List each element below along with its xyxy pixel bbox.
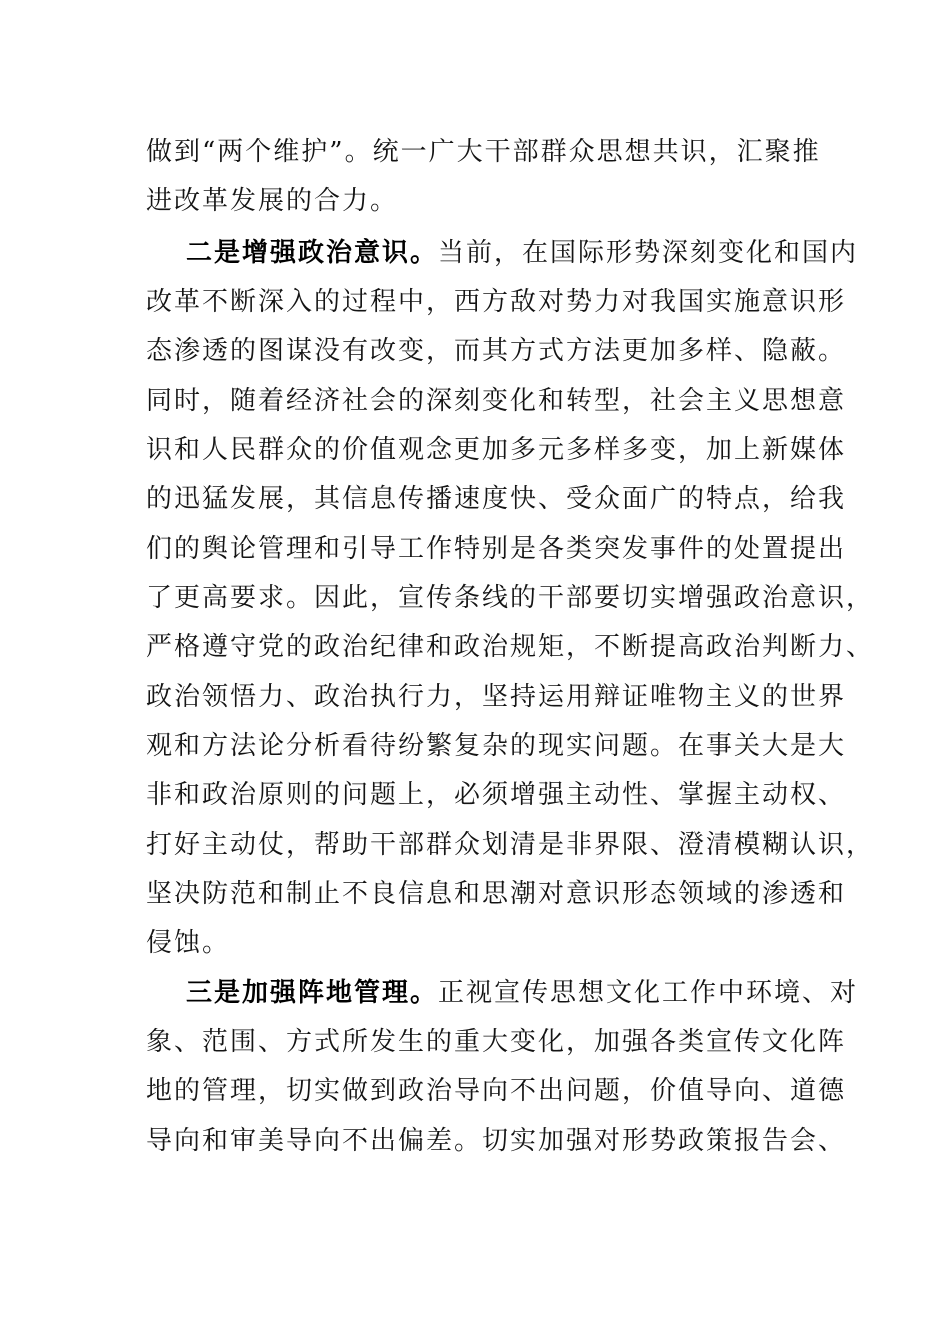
text-line: 导向和审美导向不出偏差。切实加强对形势政策报告会、: [146, 1126, 847, 1156]
text-line: 态渗透的图谋没有改变，而其方式方法更加多样、隐蔽。: [146, 336, 847, 366]
text-line: 识和人民群众的价值观念更加多元多样多变，加上新媒体: [146, 435, 847, 465]
text-line: 观和方法论分析看待纷繁复杂的现实问题。在事关大是大: [146, 731, 847, 761]
paragraph-heading: 二是增强政治意识。: [186, 238, 439, 268]
text-line: 改革不断深入的过程中，西方敌对势力对我国实施意识形: [146, 287, 847, 317]
text-line: 进改革发展的合力。: [146, 186, 399, 216]
text-line: 象、范围、方式所发生的重大变化，加强各类宣传文化阵: [146, 1027, 847, 1057]
text-line: 政治领悟力、政治执行力，坚持运用辩证唯物主义的世界: [146, 682, 847, 712]
text-line: 地的管理，切实做到政治导向不出问题，价值导向、道德: [146, 1076, 847, 1106]
text-line: 侵蚀。: [146, 928, 231, 958]
text-line: 非和政治原则的问题上，必须增强主动性、掌握主动权、: [146, 780, 847, 810]
paragraph-heading: 三是加强阵地管理。: [186, 978, 439, 1008]
text-line: 同时，随着经济社会的深刻变化和转型，社会主义思想意: [146, 386, 847, 416]
text-line: 们的舆论管理和引导工作特别是各类突发事件的处置提出: [146, 534, 847, 564]
paragraph-first-line: [186, 233, 858, 273]
text-run: 当前，在国际形势深刻变化和国内: [438, 238, 859, 268]
paragraph-first-line: [186, 973, 858, 1013]
text-line: 打好主动仗，帮助干部群众划清是非界限、澄清模糊认识，: [146, 830, 875, 860]
text-line: 做到“两个维护”。统一广大干部群众思想共识，汇聚推: [146, 137, 821, 167]
text-run: 正视宣传思想文化工作中环境、对: [438, 978, 859, 1008]
text-line: 了更高要求。因此，宣传条线的干部要切实增强政治意识，: [146, 583, 875, 613]
text-line: 严格遵守党的政治纪律和政治规矩，不断提高政治判断力、: [146, 632, 875, 662]
text-line: 坚决防范和制止不良信息和思潮对意识形态领域的渗透和: [146, 879, 847, 909]
text-line: 的迅猛发展，其信息传播速度快、受众面广的特点，给我: [146, 484, 847, 514]
